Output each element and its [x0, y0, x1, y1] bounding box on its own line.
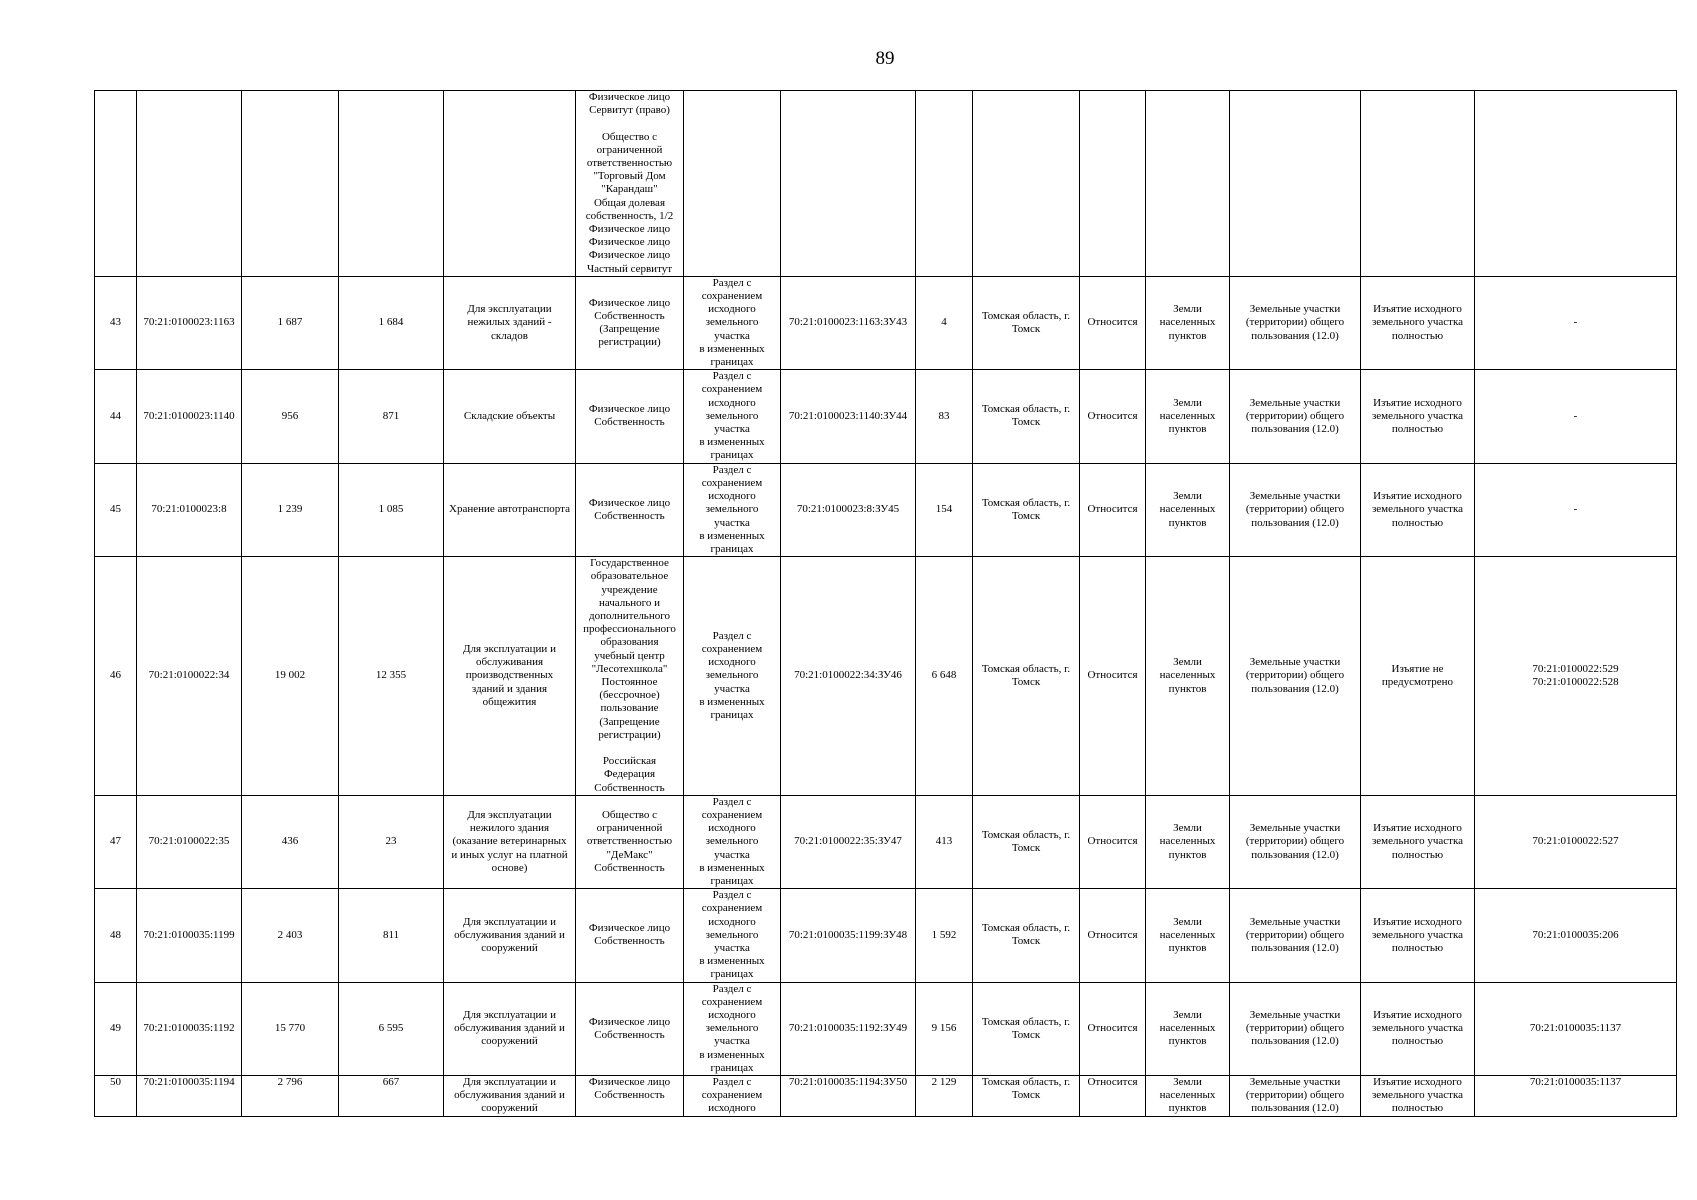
cell-permitted-use: Складские объекты — [444, 370, 576, 463]
cell-cadastral-number: 70:21:0100022:35 — [137, 795, 242, 888]
cell-rights: Физическое лицо Собственность — [576, 982, 684, 1075]
cell-land-category: Земли населенных пунктов — [1146, 1076, 1230, 1117]
cell-new-plot-id: 70:21:0100022:35:ЗУ47 — [781, 795, 916, 888]
cell-formation-method: Раздел с сохранением исходного земельного участка в измененных границах — [684, 795, 781, 888]
cell-row-number: 48 — [95, 889, 137, 982]
cell-new-plot-area: 1 592 — [916, 889, 973, 982]
cell-permitted-use-new: Земельные участки (территории) общего пользования (12.0) — [1230, 889, 1361, 982]
cell-area-total: 19 002 — [242, 557, 339, 796]
cell-cadastral-number: 70:21:0100035:1194 — [137, 1076, 242, 1117]
cell-new-plot-area: 83 — [916, 370, 973, 463]
cell-capital-objects: 70:21:0100022:529 70:21:0100022:528 — [1475, 557, 1677, 796]
cell-capital-objects: 70:21:0100035:1137 — [1475, 1076, 1677, 1117]
cell-row-number: 47 — [95, 795, 137, 888]
cell-permitted-use-new: Земельные участки (территории) общего пользования (12.0) — [1230, 1076, 1361, 1117]
cell-land-category: Земли населенных пунктов — [1146, 982, 1230, 1075]
table-row — [95, 889, 1677, 982]
land-plots-table — [94, 90, 1677, 1117]
cell-area-remaining: 1 085 — [339, 463, 444, 556]
cell-new-plot-area: 154 — [916, 463, 973, 556]
cell-row-number: 43 — [95, 276, 137, 369]
cell-cadastral-number: 70:21:0100035:1192 — [137, 982, 242, 1075]
cell-empty — [1230, 91, 1361, 277]
cell-permitted-use: Хранение автотранспорта — [444, 463, 576, 556]
cell-empty — [444, 91, 576, 277]
cell-empty — [1361, 91, 1475, 277]
cell-seizure: Изъятие исходного земельного участка полностью — [1361, 1076, 1475, 1117]
cell-relation: Относится — [1080, 795, 1146, 888]
cell-cadastral-number: 70:21:0100022:34 — [137, 557, 242, 796]
cell-cadastral-number: 70:21:0100023:1163 — [137, 276, 242, 369]
table-row — [95, 463, 1677, 556]
cell-new-plot-area: 413 — [916, 795, 973, 888]
cell-new-plot-id: 70:21:0100035:1194:ЗУ50 — [781, 1076, 916, 1117]
cell-empty — [916, 91, 973, 277]
cell-cadastral-number: 70:21:0100023:8 — [137, 463, 242, 556]
cell-row-number: 46 — [95, 557, 137, 796]
cell-relation: Относится — [1080, 557, 1146, 796]
cell-seizure: Изъятие исходного земельного участка полностью — [1361, 276, 1475, 369]
table-row — [95, 557, 1677, 796]
cell-empty — [339, 91, 444, 277]
cell-address: Томская область, г. Томск — [973, 370, 1080, 463]
cell-land-category: Земли населенных пунктов — [1146, 370, 1230, 463]
cell-area-remaining: 811 — [339, 889, 444, 982]
cell-rights: Общество с ограниченной ответственностью "ДеМакс" Собственность — [576, 795, 684, 888]
cell-new-plot-area: 6 648 — [916, 557, 973, 796]
cell-empty — [781, 91, 916, 277]
cell-empty — [684, 91, 781, 277]
cell-area-remaining: 23 — [339, 795, 444, 888]
cell-new-plot-id: 70:21:0100023:1163:ЗУ43 — [781, 276, 916, 369]
cell-capital-objects: 70:21:0100035:206 — [1475, 889, 1677, 982]
cell-formation-method: Раздел с сохранением исходного земельного участка в измененных границах — [684, 889, 781, 982]
cell-permitted-use-new: Земельные участки (территории) общего пользования (12.0) — [1230, 370, 1361, 463]
cell-relation: Относится — [1080, 889, 1146, 982]
cell-address: Томская область, г. Томск — [973, 276, 1080, 369]
cell-rights: Физическое лицо Собственность — [576, 889, 684, 982]
cell-address: Томская область, г. Томск — [973, 557, 1080, 796]
cell-formation-method: Раздел с сохранением исходного земельного участка в измененных границах — [684, 982, 781, 1075]
cell-relation: Относится — [1080, 982, 1146, 1075]
cell-formation-method: Раздел с сохранением исходного земельного участка в измененных границах — [684, 276, 781, 369]
cell-area-remaining: 667 — [339, 1076, 444, 1117]
cell-relation: Относится — [1080, 276, 1146, 369]
cell-permitted-use: Для эксплуатации нежилых зданий - складов — [444, 276, 576, 369]
table-row-continuation — [95, 91, 1677, 277]
table-row — [95, 370, 1677, 463]
cell-new-plot-area: 4 — [916, 276, 973, 369]
cell-relation: Относится — [1080, 370, 1146, 463]
cell-seizure: Изъятие не предусмотрено — [1361, 557, 1475, 796]
cell-new-plot-area: 2 129 — [916, 1076, 973, 1117]
cell-formation-method: Раздел с сохранением исходного земельного участка в измененных границах — [684, 370, 781, 463]
cell-area-total: 436 — [242, 795, 339, 888]
cell-seizure: Изъятие исходного земельного участка полностью — [1361, 463, 1475, 556]
cell-permitted-use-new: Земельные участки (территории) общего пользования (12.0) — [1230, 557, 1361, 796]
cell-area-total: 956 — [242, 370, 339, 463]
cell-relation: Относится — [1080, 1076, 1146, 1117]
cell-empty — [973, 91, 1080, 277]
cell-capital-objects: 70:21:0100022:527 — [1475, 795, 1677, 888]
cell-address: Томская область, г. Томск — [973, 982, 1080, 1075]
cell-row-number: 45 — [95, 463, 137, 556]
cell-seizure: Изъятие исходного земельного участка полностью — [1361, 370, 1475, 463]
cell-land-category: Земли населенных пунктов — [1146, 557, 1230, 796]
cell-permitted-use-new: Земельные участки (территории) общего пользования (12.0) — [1230, 795, 1361, 888]
cell-rights: Физическое лицо Собственность (Запрещение регистрации) — [576, 276, 684, 369]
cell-new-plot-id: 70:21:0100035:1192:ЗУ49 — [781, 982, 916, 1075]
cell-new-plot-id: 70:21:0100023:1140:ЗУ44 — [781, 370, 916, 463]
cell-formation-method: Раздел с сохранением исходного земельного участка в измененных границах — [684, 557, 781, 796]
cell-row-number: 49 — [95, 982, 137, 1075]
cell-permitted-use-new: Земельные участки (территории) общего пользования (12.0) — [1230, 276, 1361, 369]
cell-permitted-use-new: Земельные участки (территории) общего пользования (12.0) — [1230, 463, 1361, 556]
cell-seizure: Изъятие исходного земельного участка полностью — [1361, 795, 1475, 888]
cell-land-category: Земли населенных пунктов — [1146, 795, 1230, 888]
cell-cadastral-number: 70:21:0100023:1140 — [137, 370, 242, 463]
cell-seizure: Изъятие исходного земельного участка полностью — [1361, 982, 1475, 1075]
cell-row-number: 50 — [95, 1076, 137, 1117]
cell-capital-objects: 70:21:0100035:1137 — [1475, 982, 1677, 1075]
cell-permitted-use: Для эксплуатации нежилого здания (оказание ветеринарных и иных услуг на платной основе) — [444, 795, 576, 888]
cell-cadastral-number: 70:21:0100035:1199 — [137, 889, 242, 982]
cell-permitted-use-new: Земельные участки (территории) общего пользования (12.0) — [1230, 982, 1361, 1075]
cell-rights: Государственное образовательное учреждение начального и дополнительного профессионального образования учебный центр "Лесотехшкола" Постоянное (бессрочное) пользование (Запрещение регистрации) Российская Федерация Собственность — [576, 557, 684, 796]
cell-capital-objects: - — [1475, 276, 1677, 369]
cell-permitted-use: Для эксплуатации и обслуживания зданий и сооружений — [444, 982, 576, 1075]
cell-new-plot-id: 70:21:0100035:1199:ЗУ48 — [781, 889, 916, 982]
cell-capital-objects: - — [1475, 463, 1677, 556]
table-row — [95, 1076, 1677, 1117]
table-row — [95, 795, 1677, 888]
cell-area-remaining: 6 595 — [339, 982, 444, 1075]
cell-formation-method: Раздел с сохранением исходного земельного участка в измененных границах — [684, 463, 781, 556]
cell-area-remaining: 12 355 — [339, 557, 444, 796]
cell-row-number: 44 — [95, 370, 137, 463]
cell-permitted-use: Для эксплуатации и обслуживания зданий и сооружений — [444, 889, 576, 982]
cell-capital-objects: - — [1475, 370, 1677, 463]
cell-empty — [1475, 91, 1677, 277]
cell-empty — [95, 91, 137, 277]
page-number: 89 — [875, 48, 895, 69]
table-row — [95, 982, 1677, 1075]
cell-rights: Физическое лицо Собственность — [576, 1076, 684, 1117]
cell-area-total: 1 687 — [242, 276, 339, 369]
cell-address: Томская область, г. Томск — [973, 1076, 1080, 1117]
cell-area-total: 15 770 — [242, 982, 339, 1075]
cell-empty — [1080, 91, 1146, 277]
cell-land-category: Земли населенных пунктов — [1146, 889, 1230, 982]
cell-rights: Физическое лицо Сервитут (право) Общество с ограниченной ответственностью "Торговый Дом "Карандаш" Общая долевая собственность, 1/2 Физическое лицо Физическое лицо Физическое лицо Частный сервитут — [576, 91, 684, 277]
cell-area-remaining: 871 — [339, 370, 444, 463]
cell-empty — [1146, 91, 1230, 277]
table-row — [95, 276, 1677, 369]
cell-area-total: 2 796 — [242, 1076, 339, 1117]
cell-area-remaining: 1 684 — [339, 276, 444, 369]
cell-new-plot-id: 70:21:0100023:8:ЗУ45 — [781, 463, 916, 556]
cell-relation: Относится — [1080, 463, 1146, 556]
cell-area-total: 1 239 — [242, 463, 339, 556]
cell-new-plot-id: 70:21:0100022:34:ЗУ46 — [781, 557, 916, 796]
cell-permitted-use: Для эксплуатации и обслуживания зданий и сооружений — [444, 1076, 576, 1117]
cell-address: Томская область, г. Томск — [973, 463, 1080, 556]
cell-permitted-use: Для эксплуатации и обслуживания производственных зданий и здания общежития — [444, 557, 576, 796]
cell-address: Томская область, г. Томск — [973, 795, 1080, 888]
cell-empty — [242, 91, 339, 277]
cell-rights: Физическое лицо Собственность — [576, 463, 684, 556]
cell-land-category: Земли населенных пунктов — [1146, 463, 1230, 556]
cell-land-category: Земли населенных пунктов — [1146, 276, 1230, 369]
cell-rights: Физическое лицо Собственность — [576, 370, 684, 463]
cell-empty — [137, 91, 242, 277]
cell-new-plot-area: 9 156 — [916, 982, 973, 1075]
cell-address: Томская область, г. Томск — [973, 889, 1080, 982]
cell-area-total: 2 403 — [242, 889, 339, 982]
cell-formation-method: Раздел с сохранением исходного — [684, 1076, 781, 1117]
cell-seizure: Изъятие исходного земельного участка полностью — [1361, 889, 1475, 982]
